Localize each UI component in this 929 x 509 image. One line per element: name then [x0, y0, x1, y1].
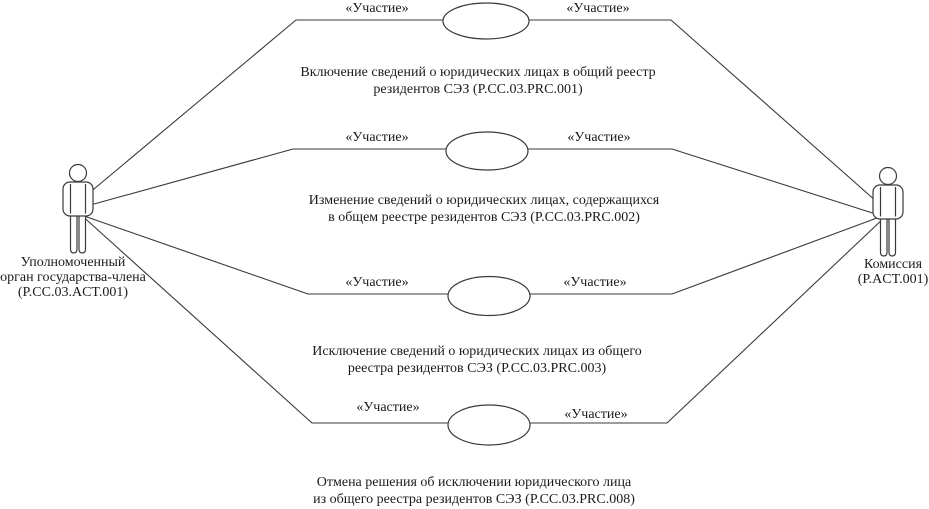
actor-label-left-line1: Уполномоченный: [20, 255, 126, 270]
actor-label-left-line2: орган государства-члена: [0, 270, 146, 285]
association-left-uc4: [84, 218, 458, 424]
use-case-ellipse-4: [448, 405, 530, 445]
actor-label-right-line1: Комиссия: [863, 257, 923, 272]
stereotype-label-uc4-left: «Участие»: [356, 400, 420, 415]
use-case-ellipse-3: [448, 277, 530, 316]
stereotype-label-uc3-left: «Участие»: [345, 275, 409, 290]
stereotype-label-uc3-right: «Участие»: [563, 275, 627, 290]
actor-label-left: [0, 255, 158, 300]
actor-figure-right: [873, 168, 903, 257]
actor-label-left-line3: (P.CC.03.ACT.001): [17, 285, 129, 300]
association-right-uc4: [520, 217, 885, 423]
use-case-ellipse-1: [443, 3, 529, 39]
use-case-ellipse-2: [446, 132, 528, 170]
actor-label-right-line2: (P.ACT.001): [857, 272, 929, 287]
use-case-title-1-line1: Включение сведений о юридических лицах в общий реестр: [300, 65, 656, 80]
use-case-title-4-line2: из общего реестра резидентов СЭЗ (P.CC.03.PRC.008): [313, 492, 635, 507]
stereotype-label-uc1-left: «Участие»: [345, 1, 409, 16]
use-case-title-1: [263, 64, 693, 98]
stereotype-label-uc1-right: «Участие»: [566, 1, 630, 16]
stereotype-label-uc4-right: «Участие»: [564, 407, 628, 422]
association-left-uc1: [85, 20, 455, 197]
use-case-title-3-line1: Исключение сведений о юридических лицах из общего: [312, 344, 642, 359]
association-right-uc1: [518, 20, 885, 209]
actor-label-right: [818, 257, 929, 287]
use-case-title-2-line2: в общем реестре резидентов СЭЗ (P.CC.03.PRC.002): [328, 210, 640, 225]
use-case-title-4-line1: Отмена решения об исключении юридического лица: [316, 475, 632, 490]
stereotype-label-uc2-right: «Участие»: [567, 130, 631, 145]
use-case-title-2-line1: Изменение сведений о юридических лицах, содержащихся: [308, 193, 660, 208]
actor-figure-left: [63, 165, 93, 254]
stereotype-label-uc2-left: «Участие»: [345, 130, 409, 145]
use-case-title-3-line2: реестра резидентов СЭЗ (P.CC.03.PRC.003): [347, 361, 607, 376]
use-case-title-3: [262, 343, 692, 377]
use-case-title-2: [269, 192, 699, 226]
use-case-title-1-line2: резидентов СЭЗ (P.CC.03.PRC.001): [373, 82, 583, 97]
use-case-title-4: [259, 474, 689, 508]
